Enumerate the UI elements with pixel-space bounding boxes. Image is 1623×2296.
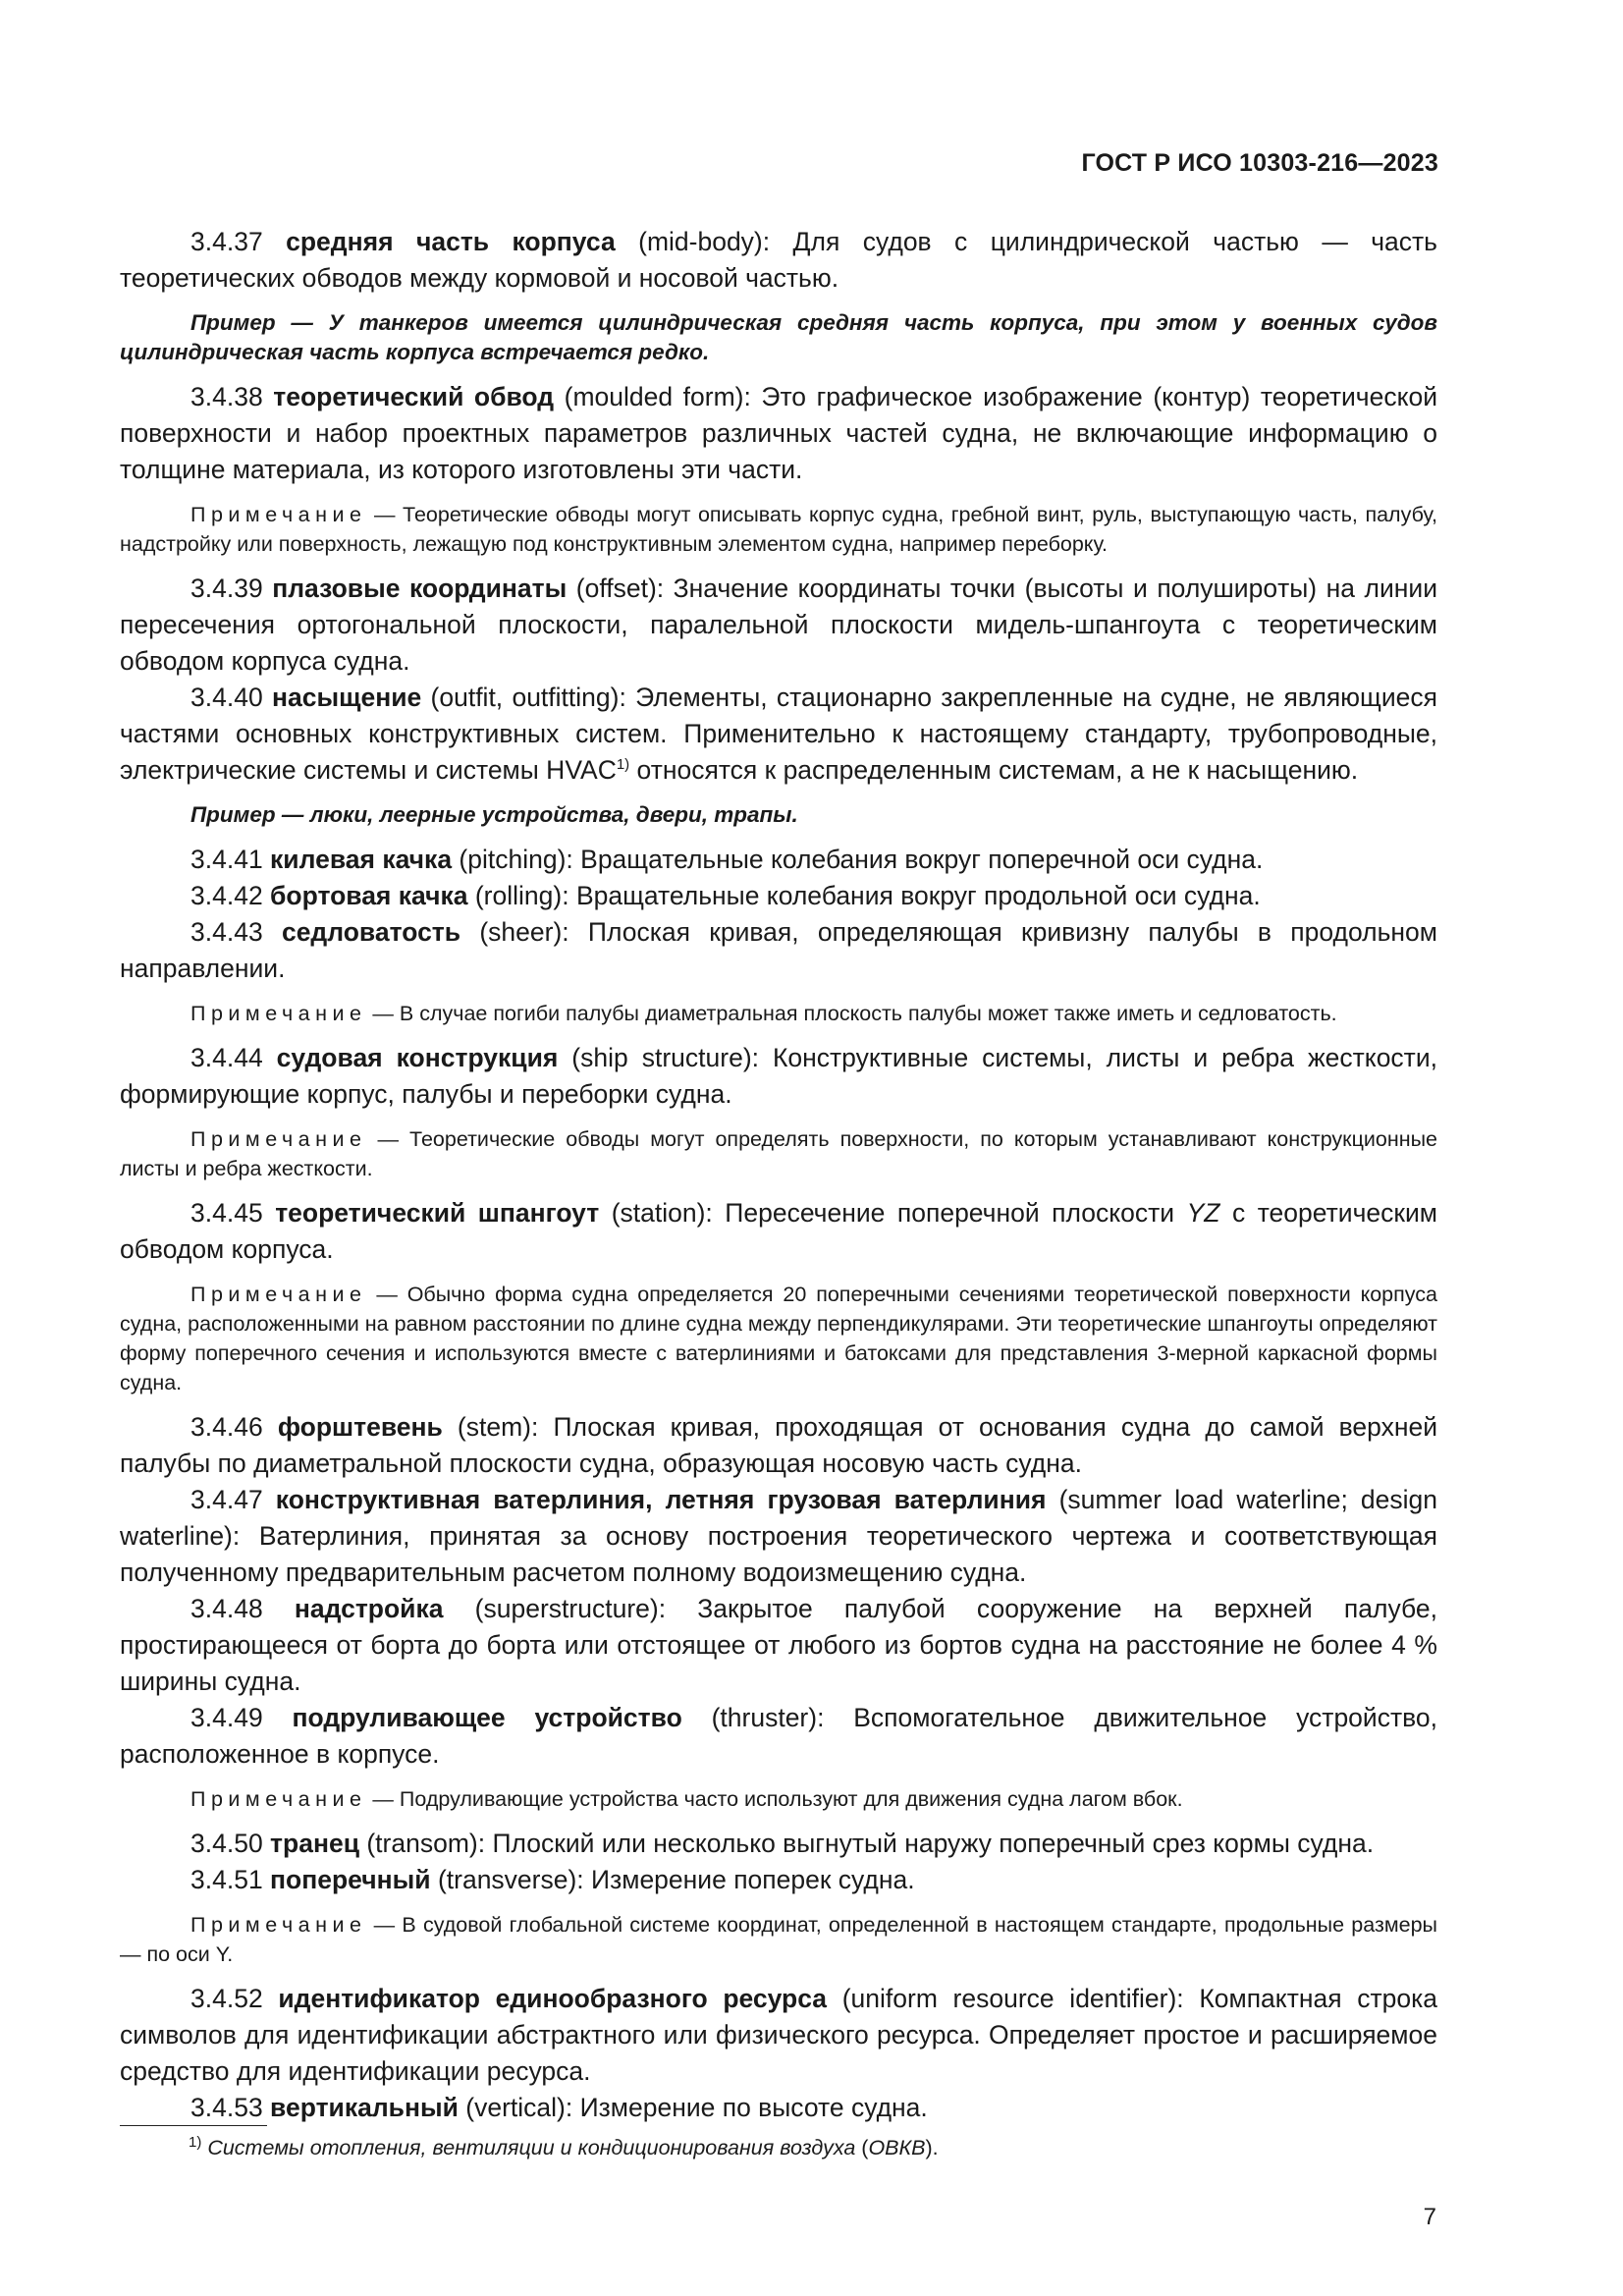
note-text: Теоретические обводы могут определять поверхности, по которым устанавливают конструкционные листы и ребра жесткости.: [120, 1127, 1438, 1180]
term-number: 3.4.40: [190, 683, 272, 712]
term-entry-3-4-48: [120, 1591, 1437, 1700]
term-number: 3.4.44: [190, 1043, 277, 1072]
term-entry-3-4-52: [120, 1981, 1437, 2090]
note-label: Примечание: [190, 1913, 367, 1937]
term-number: 3.4.52: [190, 1984, 279, 2013]
term-number: 3.4.53: [190, 2093, 271, 2122]
term-entry-3-4-53: [120, 2090, 1437, 2126]
footnote-reference: 1): [616, 756, 630, 774]
term-definition: (uniform resource identifier): Компактная строка символов для идентификации абстрактного или физического ресурса. Определяет простое и расширяемое средство для идентификации ресурса.: [120, 1984, 1437, 2086]
term-name: теоретический обвод: [273, 382, 555, 411]
note-3-4-51: Примечание — В судовой глобальной системе координат, определенной в настоящем стандарте, продольные размеры — по оси Y.: [120, 1913, 1437, 1966]
term-entry-3-4-42: [120, 878, 1437, 914]
term-definition: (mid-body): Для судов с цилиндрической частью — часть теоретических обводов между кормовой и носовой частью.: [120, 227, 1437, 293]
term-name: судовая конструкция: [276, 1043, 559, 1072]
term-number: 3.4.38: [190, 382, 274, 411]
term-number: 3.4.49: [190, 1703, 293, 1732]
term-entry-3-4-50: [120, 1826, 1437, 1862]
term-entry-3-4-49: [120, 1700, 1437, 1773]
footnote-mark: 1): [189, 2133, 202, 2151]
note-3-4-38: Примечание — Теоретические обводы могут описывать корпус судна, гребной винт, руль, выступающую часть, палубу, надстройку или поверхность, лежащую под конструктивным элементом судна, например переборку.: [120, 503, 1437, 556]
note-3-4-43: Примечание — В случае погиби палубы диаметральная плоскость палубы может также иметь и седловатость.: [190, 1002, 1337, 1025]
term-definition: (sheer): Плоская кривая, определяющая кривизну палубы в продольном направлении.: [120, 917, 1437, 983]
footnote-text: Системы отопления, вентиляции и кондиционирования воздуха: [207, 2136, 856, 2159]
note-label: Примечание: [190, 1002, 367, 1025]
term-name: килевая качка: [270, 845, 453, 874]
footnote-abbreviation: ОВКВ: [868, 2136, 926, 2159]
term-definition: (thruster): Вспомогательное движительное устройство, расположенное в корпусе.: [120, 1703, 1437, 1769]
note-text: Обычно форма судна определяется 20 поперечными сечениями теоретической поверхности корпуса судна, расположенными на равном расстоянии по длине судна между перпендикулярами. Эти теоретические шпангоуты определяют форму поперечного сечения и используются вместе с ватерлиниями и батоксами для представления 3-мерной каркасной формы судна.: [120, 1283, 1438, 1394]
term-name: идентификатор единообразного ресурса: [278, 1984, 828, 2013]
note-label: Примечание: [190, 1283, 367, 1306]
term-number: 3.4.45: [190, 1198, 276, 1228]
term-name: транец: [270, 1829, 359, 1858]
term-name: седловатость: [281, 917, 461, 947]
term-definition: (summer load waterline; design waterline): Ватерлиния, принятая за основу построения теоретического чертежа и соответствующая полученному предварительным расчетом полному водоизмещению судна.: [120, 1485, 1437, 1587]
term-definition: (pitching): Вращательные колебания вокруг поперечной оси судна.: [452, 845, 1264, 874]
note-text: В случае погиби палубы диаметральная плоскость палубы может также иметь и седловатость.: [399, 1002, 1337, 1025]
example-3-4-40: Пример — люки, леерные устройства, двери, трапы.: [190, 802, 798, 827]
term-name: теоретический шпангоут: [275, 1198, 600, 1228]
term-number: 3.4.39: [190, 574, 273, 603]
note-text: Подруливающие устройства часто используют для движения судна лагом вбок.: [399, 1787, 1183, 1811]
note-text: Теоретические обводы могут описывать корпус судна, гребной винт, руль, выступающую часть, палубу, надстройку или поверхность, лежащую под конструктивным элементом судна, например переборку.: [120, 503, 1437, 556]
term-definition: (station): Пересечение поперечной плоскости: [599, 1198, 1187, 1228]
term-entry-3-4-37: [120, 224, 1437, 297]
term-definition: (ship structure): Конструктивные системы, листы и ребра жесткости, формирующие корпус, палубы и переборки судна.: [120, 1043, 1437, 1109]
term-definition: (stem): Плоская кривая, проходящая от основания судна до самой верхней палубы по диаметральной плоскости судна, образующая носовую часть судна.: [120, 1412, 1438, 1478]
term-name: плазовые координаты: [272, 574, 568, 603]
term-name: насыщение: [271, 683, 422, 712]
term-definition: (transverse): Измерение поперек судна.: [430, 1865, 915, 1894]
term-entry-3-4-51: [120, 1862, 1437, 1898]
plane-name: YZ: [1186, 1198, 1220, 1228]
note-3-4-44: Примечание — Теоретические обводы могут определять поверхности, по которым устанавливают конструкционные листы и ребра жесткости.: [120, 1127, 1438, 1180]
document-header: ГОСТ Р ИСО 10303-216—2023: [1081, 149, 1438, 177]
term-number: 3.4.37: [190, 227, 287, 256]
term-number: 3.4.48: [190, 1594, 295, 1623]
term-entry-3-4-45: [120, 1195, 1437, 1268]
term-number: 3.4.47: [190, 1485, 276, 1514]
term-entry-3-4-41: [120, 842, 1437, 878]
term-definition: (superstructure): Закрытое палубой сооружение на верхней палубе, простирающееся от борта до борта или отстоящее от любого из бортов судна на расстояние не более 4 % ширины судна.: [120, 1594, 1437, 1696]
term-number: 3.4.46: [190, 1412, 278, 1442]
footnote-divider: [120, 2125, 267, 2126]
term-name: бортовая качка: [270, 881, 468, 910]
term-entry-3-4-39: [120, 571, 1437, 680]
term-number: 3.4.41: [190, 845, 271, 874]
page-content: [120, 224, 1437, 2126]
note-3-4-45: Примечание — Обычно форма судна определяется 20 поперечными сечениями теоретической поверхности корпуса судна, расположенными на равном расстоянии по длине судна между перпендикулярами. Эти теоретические шпангоуты определяют форму поперечного сечения и используются вместе с ватерлиниями и батоксами для представления 3-мерной каркасной формы судна.: [120, 1283, 1438, 1394]
term-entry-3-4-43: [120, 914, 1437, 987]
term-entry-3-4-44: [120, 1040, 1437, 1113]
term-definition: (rolling): Вращательные колебания вокруг продольной оси судна.: [467, 881, 1261, 910]
term-name: вертикальный: [270, 2093, 459, 2122]
footnote: $^{1)}$ Системы отопления, вентиляции и кондиционирования воздуха (ОВКВ).: [189, 2133, 939, 2159]
note-label: Примечание: [190, 503, 367, 526]
term-number: 3.4.50: [190, 1829, 271, 1858]
note-3-4-49: Примечание — Подруливающие устройства часто используют для движения судна лагом вбок.: [190, 1787, 1183, 1811]
page-number: 7: [1423, 2204, 1436, 2230]
term-name: подруливающее устройство: [292, 1703, 682, 1732]
term-name: конструктивная ватерлиния, летняя грузовая ватерлиния: [275, 1485, 1047, 1514]
note-label: Примечание: [190, 1127, 367, 1151]
term-number: 3.4.43: [190, 917, 282, 947]
term-name: поперечный: [270, 1865, 431, 1894]
term-entry-3-4-46: [120, 1409, 1437, 1482]
note-label: Примечание: [190, 1787, 367, 1811]
term-name: надстройка: [294, 1594, 444, 1623]
term-entry-3-4-47: [120, 1482, 1437, 1591]
term-definition-cont: с теоретическим обводом корпуса.: [120, 1198, 1437, 1264]
note-text: В судовой глобальной системе координат, определенной в настоящем стандарте, продольные размеры — по оси Y.: [120, 1913, 1437, 1966]
term-number: 3.4.42: [190, 881, 271, 910]
term-entry-3-4-40: [120, 680, 1437, 789]
term-number: 3.4.51: [190, 1865, 271, 1894]
term-definition-cont: относятся к распределенным системам, а не к насыщению.: [629, 755, 1359, 785]
term-definition: (transom): Плоский или несколько выгнутый наружу поперечный срез кормы судна.: [359, 1829, 1375, 1858]
term-entry-3-4-38: [120, 379, 1437, 488]
term-definition: (vertical): Измерение по высоте судна.: [458, 2093, 928, 2122]
term-name: форштевень: [277, 1412, 443, 1442]
example-3-4-37: Пример — У танкеров имеется цилиндрическая средняя часть корпуса, при этом у военных судов цилиндрическая часть корпуса встречается редко.: [120, 310, 1437, 364]
term-definition: (offset): Значение координаты точки (высоты и полуширoты) на линии пересечения ортогональной плоскости, паралельной плоскости мидель-шпангоута с теоретическим обводом корпуса судна.: [120, 574, 1437, 676]
term-name: средняя часть корпуса: [286, 227, 616, 256]
term-definition: (outfit, outfitting): Элементы, стационарно закрепленные на судне, не являющиеся частями основных конструктивных систем. Применительно к настоящему стандарту, трубопроводные, электрические системы и системы HVAC: [120, 683, 1437, 785]
term-definition: (moulded form): Это графическое изображение (контур) теоретической поверхности и набор проектных параметров различных частей судна, не включающие информацию о толщине материала, из которого изготовлены эти части.: [120, 382, 1438, 484]
